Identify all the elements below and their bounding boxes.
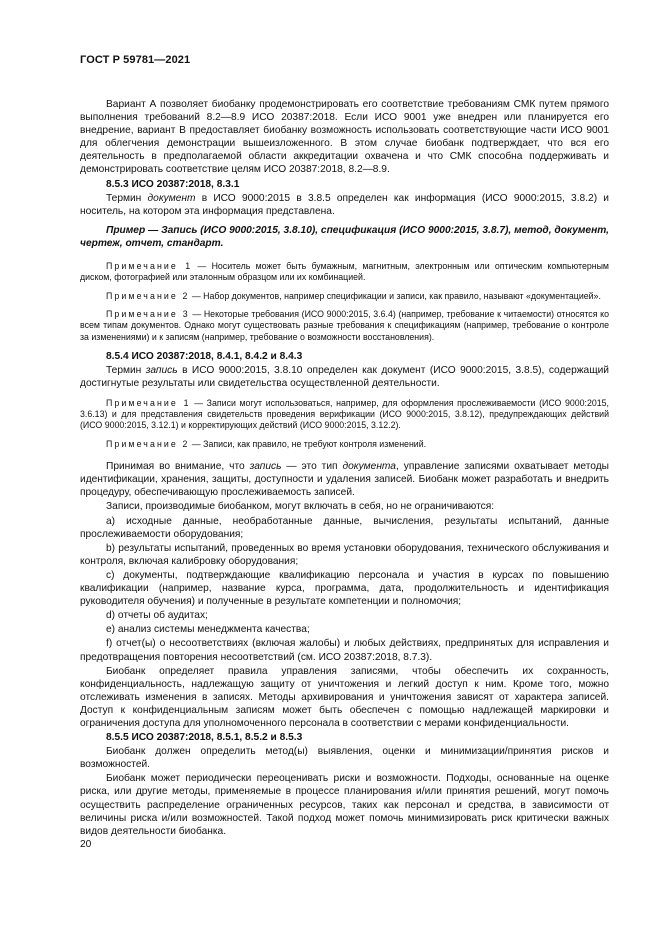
list-item-f: f) отчет(ы) о несоответствиях (включая жалобы) и любых действиях, предпринятых для исправления и предотвращения повторения несоответствий (см. ИСО 20387:2018, 8.7.3). [80, 638, 609, 663]
paragraph-variant-a: Вариант А позволяет биобанку продемонстрировать его соответствие требованиям СМК путем прямого выполнения требований 8.2—8.9 ИСО 20387:2018. Если ИСО 9001 уже внедрен или планируется его внедрение, вариант В предоставляет биобанку возможность использовать соответствующие части ИСО 9001 для облегчения демонстрации вышеизложенного. В этом случае биобанк подтверждает, что вся его деятельность в предполагаемой области аккредитации охвачена и что СМК способна поддерживать и демонстрировать соответствие целям ИСО 20387:2018, 8.2—8.9. [80, 99, 609, 176]
text-run: — это тип [281, 461, 343, 473]
text-run: Термин [106, 192, 148, 204]
list-item-c: c) документы, подтверждающие квалификацию персонала и участия в курсах по повышению квалификации (например, название курса, программа, дата, продолжительность и идентификация руководителя обучения) и полученные в результате компетенции и полномочия; [80, 569, 609, 608]
list-item-b: b) результаты испытаний, проведенных во время установки оборудования, технического обслуживания и контроля, включая калибровку оборудования; [80, 542, 609, 567]
list-item-e: e) анализ системы менеджмента качества; [106, 624, 310, 636]
term-record: запись [145, 365, 178, 377]
note-label: Примечание 3 [106, 309, 190, 320]
paragraph-records-rules: Биобанк определяет правила управления записями, чтобы обеспечить их сохранность, конфиденциальность, надлежащую защиту от уничтожения и легкий доступ к ним. Кроме того, можно отслеживать изменения в записях. Методы архивирования и уничтожения зависят от характера записей. Доступ к конфиденциальным записям может быть обеспечен с помощью надлежащей маркировки и ограничения доступа для уполномоченного персонала в соответствии с мерами конфиденциальности. [80, 665, 609, 729]
note-text: — Набор документов, например спецификации и записи, как правило, называют «документацией». [189, 290, 601, 301]
paragraph-document-term [80, 192, 609, 218]
text-run: Термин [106, 365, 146, 377]
list-item-a: a) исходные данные, необработанные данные, вычисления, результаты испытаний, данные прослеживаемости оборудования; [80, 515, 609, 540]
note-text: — Записи могут использоваться, например, для оформления прослеживаемости (ИСО 9000:2015, 3.6.13) и для представления свидетельств проведения верификации (ИСО 9000:2015, 3.8.12), предупреждающих действий (ИСО 9000:2015, 3.12.1) и корректирующих действий (ИСО 9000:2015, 3.12.2). [80, 397, 609, 431]
note-text: — Некоторые требования (ИСО 9000:2015, 3.6.4) (например, требование к читаемости) относятся ко всем типам документов. Однако могут существовать разные требования к спецификациям (например, требование о контроле за изменениями) и к записям (например, требование о возможности восстановления). [80, 309, 609, 342]
note-8-5-3-1 [80, 261, 609, 284]
paragraph-records-management [80, 460, 609, 499]
note-text: — Носитель может быть бумажным, магнитным, электронным или оптическим компьютерным диском, фотографией или эталонным образцом или их комбинацией. [80, 260, 609, 283]
example-paragraph: Пример — Запись (ИСО 9000:2015, 3.8.10), спецификация (ИСО 9000:2015, 3.8.7), метод, документ, чертеж, отчет, стандарт. [80, 224, 609, 249]
document-body [80, 98, 609, 839]
text-run: Принимая во внимание, что [106, 461, 250, 473]
note-8-5-4-2 [80, 439, 609, 450]
term-record: запись [249, 461, 282, 473]
note-label: Примечание 2 [106, 290, 190, 301]
heading-8-5-4: 8.5.4 ИСО 20387:2018, 8.4.1, 8.4.2 и 8.4.3 [106, 351, 303, 363]
note-label: Примечание 2 [106, 438, 190, 449]
note-label: Примечание 1 [106, 260, 193, 271]
paragraph-risk-methods: Биобанк должен определить метод(ы) выявления, оценки и минимизации/принятия рисков и возможностей. [80, 746, 609, 771]
note-8-5-3-2 [80, 291, 609, 302]
heading-8-5-5: 8.5.5 ИСО 20387:2018, 8.5.1, 8.5.2 и 8.5.3 [106, 732, 303, 744]
note-label: Примечание 1 [106, 397, 191, 408]
text-run: в ИСО 9000:2015, 3.8.10 определен как документ (ИСО 9000:2015, 3.8.5), содержащий достигнутые результаты или свидетельства осуществленной деятельности. [80, 365, 609, 390]
note-text: — Записи, как правило, не требуют контроля изменений. [189, 438, 427, 449]
note-8-5-3-3 [80, 309, 609, 343]
paragraph-records-intro: Записи, производимые биобанком, могут включать в себя, но не ограничиваются: [106, 501, 495, 513]
document-code-header: ГОСТ Р 59781—2021 [80, 54, 191, 66]
term-document: документа [342, 461, 396, 473]
paragraph-record-term [80, 364, 609, 390]
page-number: 20 [80, 839, 92, 850]
heading-8-5-3: 8.5.3 ИСО 20387:2018, 8.3.1 [106, 178, 240, 190]
term-document: документ [147, 192, 196, 204]
note-8-5-4-1 [80, 398, 609, 432]
text-run: в ИСО 9000:2015 в 3.8.5 определен как информация (ИСО 9000:2015, 3.8.2) и носитель, на котором эта информация представлена. [80, 192, 609, 217]
paragraph-risk-reassessment: Биобанк может периодически переоценивать риски и возможности. Подходы, основанные на оценке риска, или другие методы, применяемые в процессе планирования и/или принятия решений, могут помочь осуществить распределение ограниченных ресурсов, таких как персонал и средства, в зависимости от величины риска и/или возможностей. Такой подход может помочь минимизировать риск критически важных видов деятельности биобанка. [80, 773, 609, 837]
list-item-d: d) отчеты об аудитах; [106, 610, 208, 622]
text-run: , управление записями охватывает методы идентификации, хранения, защиты, доступности и удаления записей. Биобанк может разработать и внедрить процедуру, обеспечивающую прослеживаемость записей. [80, 461, 609, 499]
